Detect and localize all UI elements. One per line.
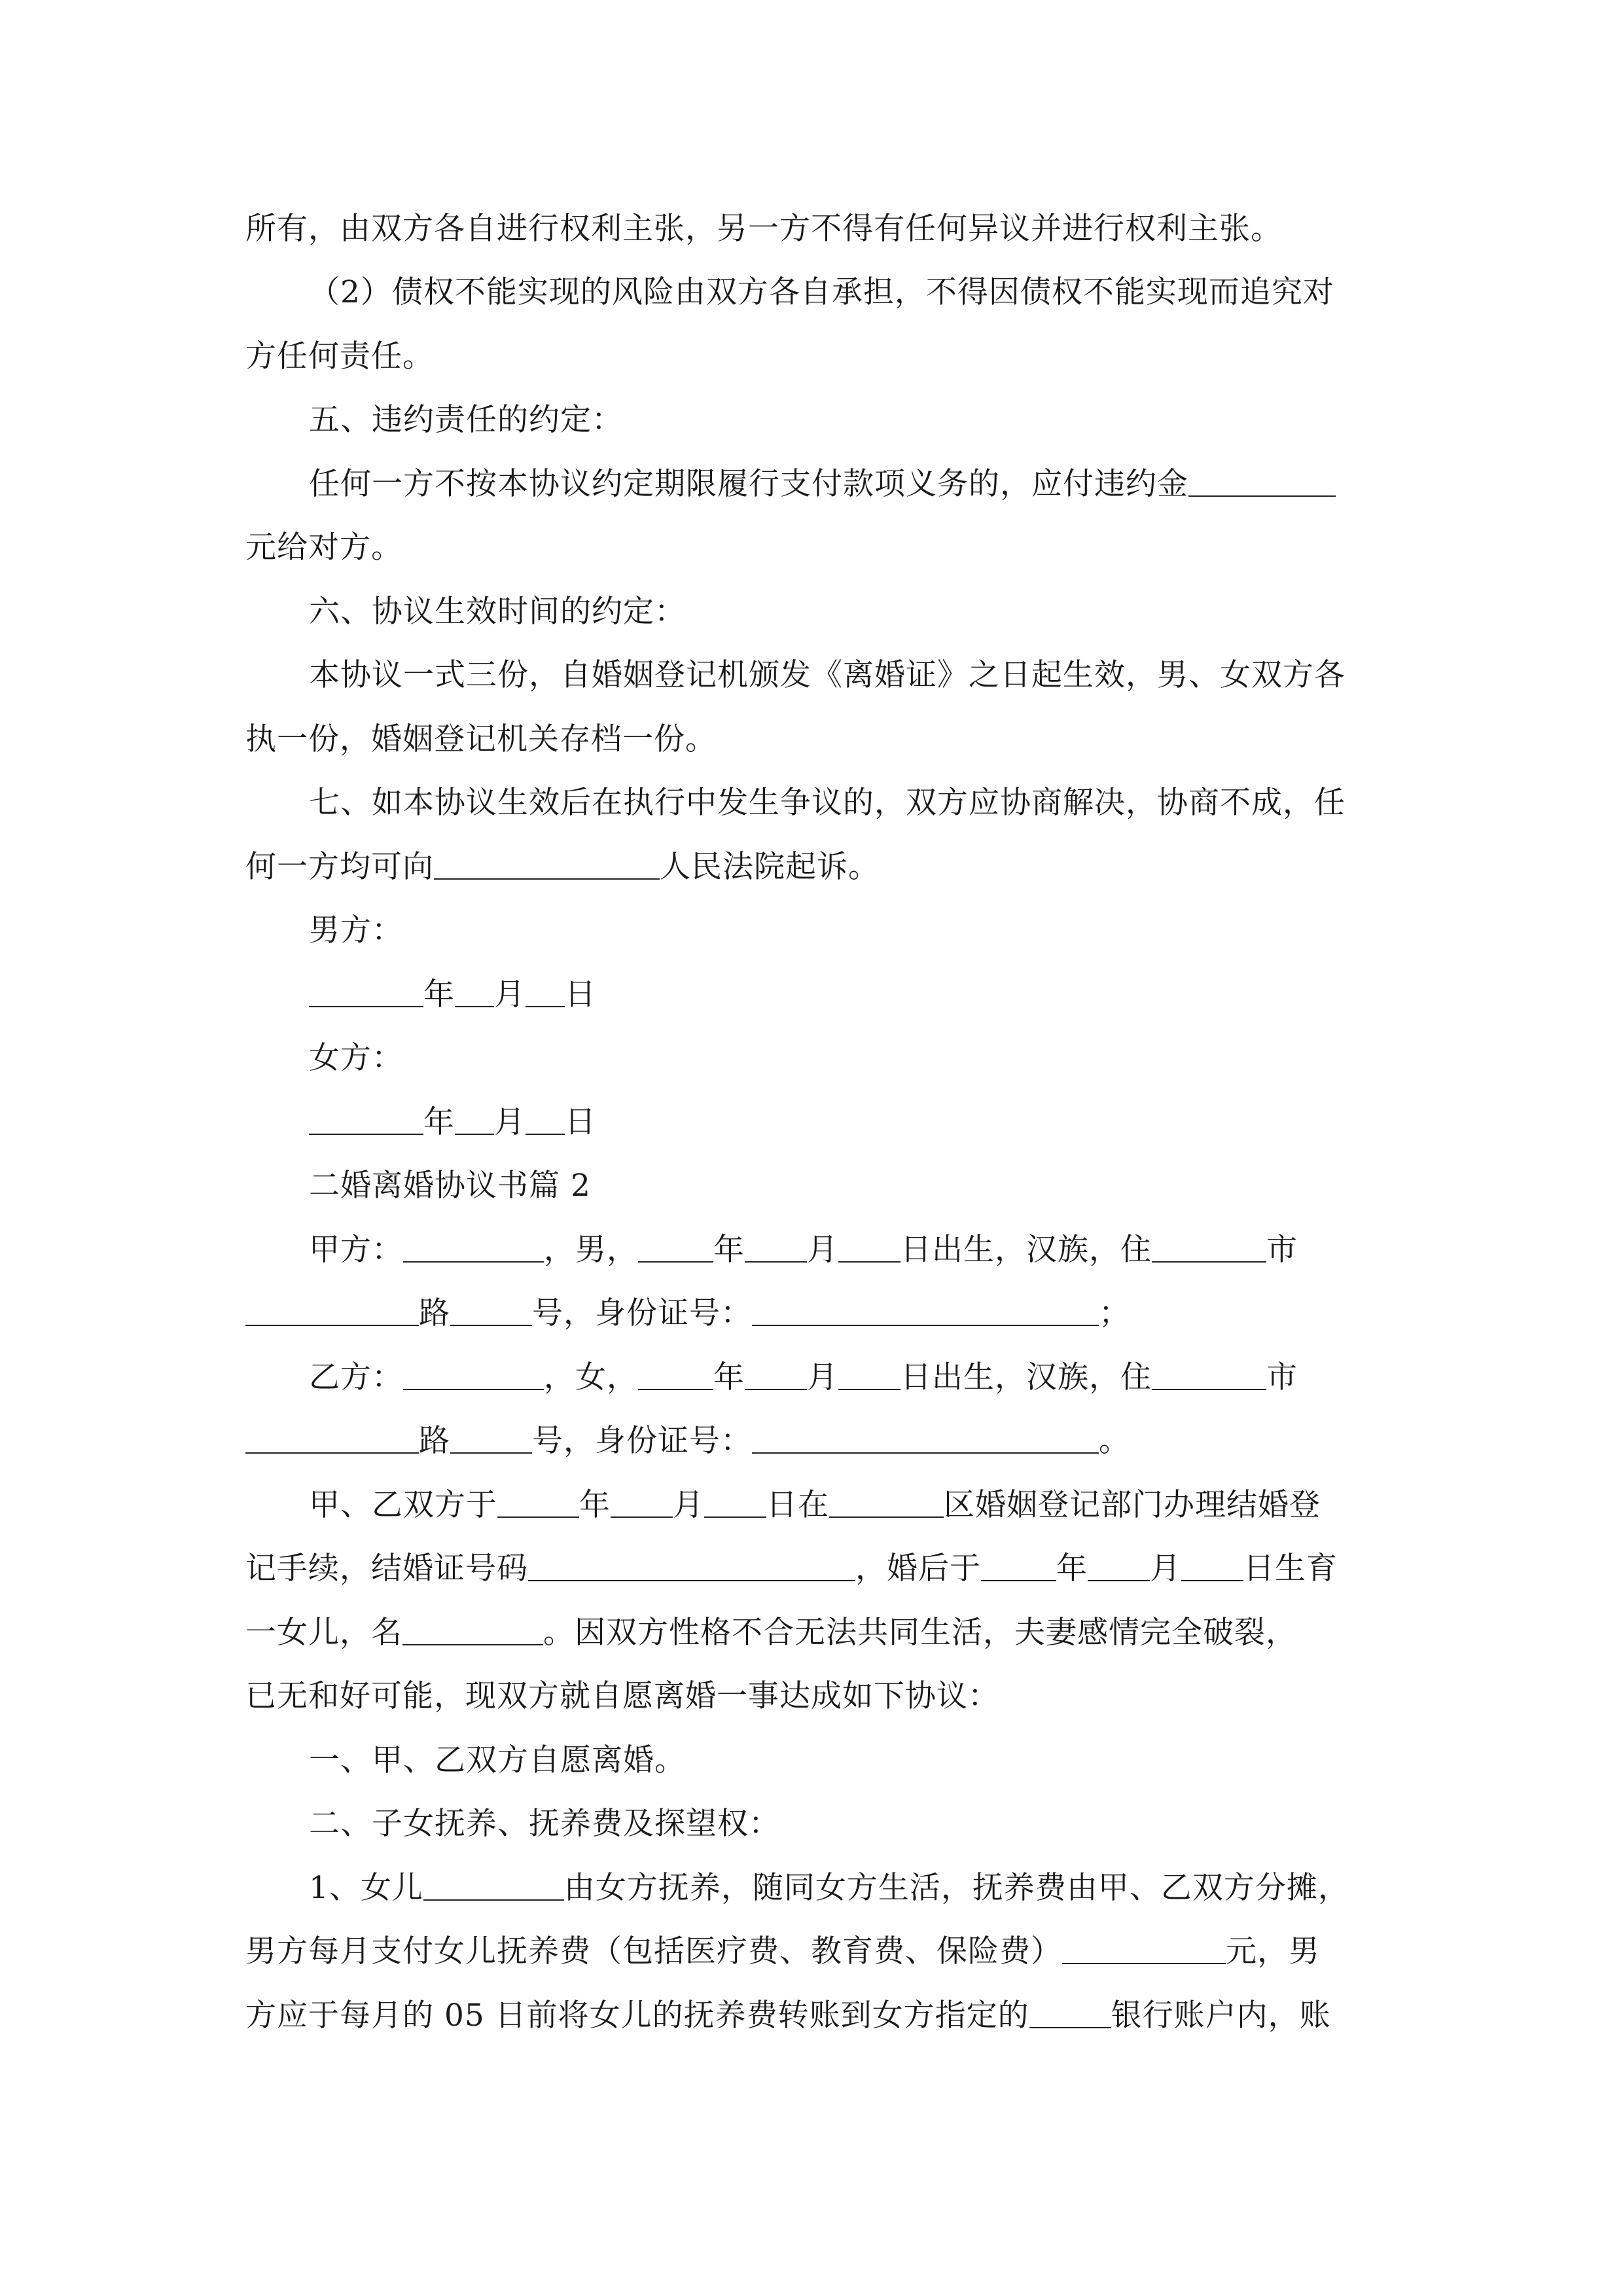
clause-1 xyxy=(309,1731,1378,1790)
text: 日出生，汉族，住 xyxy=(901,1359,1152,1395)
text: 七、如本协议生效后在执行中发生争议的，双方应协商解决，协商不成，任 xyxy=(309,785,1346,821)
year-blank xyxy=(497,1486,579,1518)
district-blank xyxy=(829,1486,944,1518)
paragraph-line-6 xyxy=(245,518,1378,577)
text: 路 xyxy=(419,1423,450,1459)
text: 元，男 xyxy=(1226,1933,1320,1969)
custody-line-2 xyxy=(245,1922,1378,1981)
name-blank xyxy=(403,1231,544,1263)
text: 乙方： xyxy=(309,1359,403,1395)
text: 女方： xyxy=(309,1040,403,1076)
text: 甲方： xyxy=(309,1232,403,1268)
text: 月 xyxy=(494,1104,526,1140)
section-heading-effective xyxy=(309,583,1378,641)
text: 执一份，婚姻登记机关存档一份。 xyxy=(245,721,717,757)
road-blank xyxy=(245,1295,419,1326)
text: ，男， xyxy=(544,1232,638,1268)
text: 日 xyxy=(565,1104,596,1140)
number-blank xyxy=(450,1295,532,1326)
address-blank xyxy=(1152,1231,1266,1263)
marriage-line-2 xyxy=(245,1539,1378,1598)
penalty-amount-blank xyxy=(1188,465,1336,497)
text: 月 xyxy=(494,977,526,1013)
text: 男方每月支付女儿抚养费（包括医疗费、教育费、保险费） xyxy=(245,1933,1062,1969)
text: 方应于每月的 05 日前将女儿的抚养费转账到女方指定的 xyxy=(245,1998,1029,2034)
text: 号，身份证号： xyxy=(532,1295,752,1331)
year-blank xyxy=(981,1550,1056,1581)
paragraph-line-1 xyxy=(245,200,1378,259)
address-blank xyxy=(1152,1359,1266,1390)
day-blank xyxy=(1181,1550,1243,1581)
text: 区婚姻登记部门办理结婚登 xyxy=(944,1487,1321,1523)
text: ，女， xyxy=(544,1359,638,1395)
male-date-line xyxy=(309,965,1378,1024)
custody-line-3 xyxy=(245,1986,1378,2045)
text: 市 xyxy=(1266,1359,1298,1395)
text: 所有，由双方各自进行权利主张，另一方不得有任何异议并进行权利主张。 xyxy=(245,211,1282,247)
month-blank xyxy=(455,976,494,1007)
id-number-blank xyxy=(752,1422,1099,1454)
number-blank xyxy=(450,1422,532,1454)
party-b-address-line xyxy=(245,1412,1378,1471)
year-blank xyxy=(638,1359,713,1390)
text: 本协议一式三份，自婚姻登记机颁发《离婚证》之日起生效，男、女双方各 xyxy=(309,657,1346,693)
text: 1、女儿 xyxy=(309,1870,423,1906)
party-a-address-line xyxy=(245,1284,1378,1343)
text: 年 xyxy=(713,1232,745,1268)
name-blank xyxy=(403,1359,544,1390)
text: 方任何责任。 xyxy=(245,338,434,374)
text: 由女方抚养，随同女方生活，抚养费由甲、乙双方分摊， xyxy=(563,1870,1349,1906)
text: 二婚离婚协议书篇 2 xyxy=(309,1168,591,1204)
text: 年 xyxy=(579,1487,611,1523)
paragraph-line-3 xyxy=(245,327,1378,386)
day-blank xyxy=(526,976,565,1007)
text: 。 xyxy=(1099,1423,1130,1459)
text: 二、子女抚养、抚养费及探望权： xyxy=(309,1806,780,1842)
text: 一、甲、乙双方自愿离婚。 xyxy=(309,1742,686,1778)
section-heading-breach xyxy=(309,391,1378,450)
text: 六、协议生效时间的约定： xyxy=(309,594,686,630)
female-date-line xyxy=(309,1093,1378,1152)
year-blank xyxy=(309,976,423,1007)
text: 甲、乙双方于 xyxy=(309,1487,497,1523)
text: 何一方均可向 xyxy=(245,849,434,885)
paragraph-line-10 xyxy=(309,774,1378,833)
text: 年 xyxy=(713,1359,745,1395)
text: 人民法院起诉。 xyxy=(660,849,880,885)
text: 月 xyxy=(807,1232,838,1268)
text: 日 xyxy=(565,977,596,1013)
month-blank xyxy=(455,1103,494,1135)
text: 元给对方。 xyxy=(245,529,402,565)
male-signature-label xyxy=(309,901,1378,960)
year-blank xyxy=(309,1103,423,1135)
text: 日在 xyxy=(766,1487,829,1523)
day-blank xyxy=(838,1231,901,1263)
marriage-line-4 xyxy=(245,1667,1378,1726)
section-title xyxy=(309,1157,1378,1215)
party-a-line xyxy=(309,1221,1378,1280)
text: 年 xyxy=(423,977,455,1013)
daughter-name-blank xyxy=(402,1614,543,1645)
text: 已无和好可能，现双方就自愿离婚一事达成如下协议： xyxy=(245,1678,999,1714)
court-blank xyxy=(434,848,660,880)
paragraph-line-9 xyxy=(245,710,1378,769)
bank-blank xyxy=(1029,1997,1111,2028)
paragraph-line-5 xyxy=(309,455,1378,514)
month-blank xyxy=(745,1359,807,1390)
day-blank xyxy=(526,1103,565,1135)
party-b-line xyxy=(309,1348,1378,1407)
custody-line-1 xyxy=(309,1859,1378,1918)
support-amount-blank xyxy=(1062,1933,1226,1964)
text: 路 xyxy=(419,1295,450,1331)
text: 市 xyxy=(1266,1232,1298,1268)
month-blank xyxy=(1088,1550,1150,1581)
text: 任何一方不按本协议约定期限履行支付款项义务的，应付违约金 xyxy=(309,466,1188,502)
text: 。因双方性格不合无法共同生活，夫妻感情完全破裂， xyxy=(543,1615,1297,1651)
month-blank xyxy=(745,1231,807,1263)
text: 银行账户内，账 xyxy=(1111,1998,1331,2034)
text: 五、违约责任的约定： xyxy=(309,402,623,438)
text: 号，身份证号： xyxy=(532,1423,752,1459)
text: 年 xyxy=(423,1104,455,1140)
id-number-blank xyxy=(752,1295,1099,1326)
text: ； xyxy=(1099,1295,1130,1331)
text: 日生育 xyxy=(1243,1551,1338,1587)
clause-2-heading xyxy=(309,1795,1378,1854)
text: ，婚后于 xyxy=(855,1551,981,1587)
text: 月 xyxy=(807,1359,838,1395)
month-blank xyxy=(611,1486,673,1518)
certificate-number-blank xyxy=(528,1550,855,1581)
text: 一女儿，名 xyxy=(245,1615,402,1651)
text: 月 xyxy=(673,1487,704,1523)
text: 男方： xyxy=(309,912,403,948)
year-blank xyxy=(638,1231,713,1263)
text: 日出生，汉族，住 xyxy=(901,1232,1152,1268)
text: 年 xyxy=(1056,1551,1088,1587)
text: （2）债权不能实现的风险由双方各自承担，不得因债权不能实现而追究对 xyxy=(309,274,1334,310)
text: 记手续，结婚证号码 xyxy=(245,1551,528,1587)
daughter-name-blank xyxy=(423,1869,564,1901)
paragraph-line-11 xyxy=(245,838,1378,897)
marriage-line-3 xyxy=(245,1604,1378,1662)
text: 月 xyxy=(1150,1551,1181,1587)
marriage-line-1 xyxy=(309,1476,1378,1535)
female-signature-label xyxy=(309,1029,1378,1088)
day-blank xyxy=(704,1486,766,1518)
day-blank xyxy=(838,1359,901,1390)
paragraph-line-8 xyxy=(309,646,1378,705)
road-blank xyxy=(245,1422,419,1454)
paragraph-line-2 xyxy=(309,263,1378,322)
